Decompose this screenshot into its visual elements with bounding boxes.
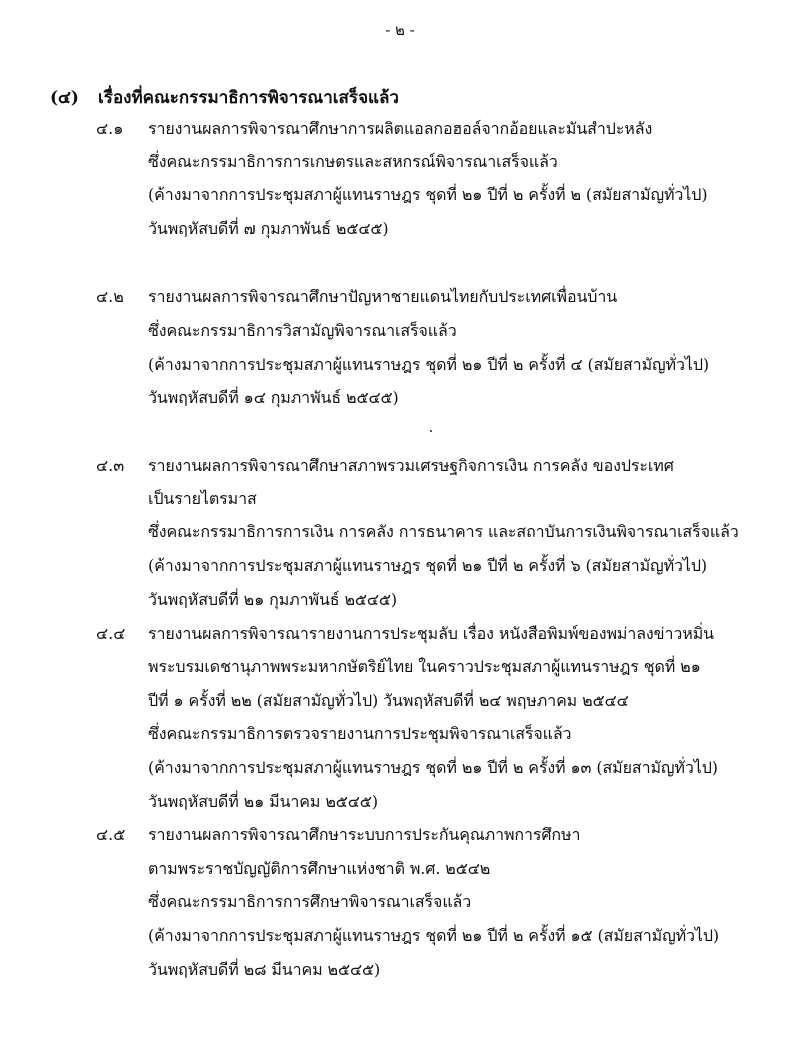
item-line: วันพฤหัสบดีที่ ๒๑ มีนาคม ๒๕๔๕) bbox=[148, 792, 378, 811]
item-number: ๔.๒ bbox=[96, 287, 124, 306]
item-line: (ค้างมาจากการประชุมสภาผู้แทนราษฎร ชุดที่ ๒๑ ปีที่ ๒ ครั้งที่ ๖ (สมัยสามัญทั่วไป) bbox=[148, 556, 708, 575]
section-number: (๔) bbox=[50, 88, 79, 108]
item-line: (ค้างมาจากการประชุมสภาผู้แทนราษฎร ชุดที่ ๒๑ ปีที่ ๒ ครั้งที่ ๔ (สมัยสามัญทั่วไป) bbox=[148, 355, 710, 374]
item-line: ซึ่งคณะกรรมาธิการการศึกษาพิจารณาเสร็จแล้ว bbox=[148, 892, 472, 911]
item-line: รายงานผลการพิจารณาศึกษาการผลิตแอลกอฮอล์จากอ้อยและมันสำปะหลัง bbox=[148, 119, 653, 138]
item-line: พระบรมเดชานุภาพพระมหากษัตริย์ไทย ในคราวประชุมสภาผู้แทนราษฎร ชุดที่ ๒๑ bbox=[148, 657, 701, 676]
item-line: วันพฤหัสบดีที่ ๑๔ กุมภาพันธ์ ๒๕๔๕) bbox=[148, 388, 399, 407]
page-number: - ๒ - bbox=[385, 21, 415, 39]
item-line: ซึ่งคณะกรรมาธิการวิสามัญพิจารณาเสร็จแล้ว bbox=[148, 321, 457, 340]
item-line: รายงานผลการพิจารณารายงานการประชุมลับ เรื่อง หนังสือพิมพ์ของพม่าลงข่าวหมิ่น bbox=[148, 624, 714, 643]
scan-speck bbox=[430, 430, 432, 432]
item-line: (ค้างมาจากการประชุมสภาผู้แทนราษฎร ชุดที่ ๒๑ ปีที่ ๒ ครั้งที่ ๒ (สมัยสามัญทั่วไป) bbox=[148, 185, 708, 204]
item-number: ๔.๔ bbox=[96, 624, 126, 643]
item-line: รายงานผลการพิจารณาศึกษาระบบการประกันคุณภาพการศึกษา bbox=[148, 825, 581, 844]
item-line: ปีที่ ๑ ครั้งที่ ๒๒ (สมัยสามัญทั่วไป) วันพฤหัสบดีที่ ๒๔ พฤษภาคม ๒๕๔๔ bbox=[148, 691, 629, 710]
item-line: เป็นรายไตรมาส bbox=[148, 489, 257, 508]
item-line: วันพฤหัสบดีที่ ๗ กุมภาพันธ์ ๒๕๔๕) bbox=[148, 219, 389, 238]
item-line: ซึ่งคณะกรรมาธิการการเกษตรและสหกรณ์พิจารณาเสร็จแล้ว bbox=[148, 152, 558, 171]
item-line: รายงานผลการพิจารณาศึกษาสภาพรวมเศรษฐกิจการเงิน การคลัง ของประเทศ bbox=[148, 456, 674, 475]
item-line: (ค้างมาจากการประชุมสภาผู้แทนราษฎร ชุดที่ ๒๑ ปีที่ ๒ ครั้งที่ ๑๕ (สมัยสามัญทั่วไป) bbox=[148, 926, 720, 945]
item-line: รายงานผลการพิจารณาศึกษาปัญหาชายแดนไทยกับประเทศเพื่อนบ้าน bbox=[148, 287, 618, 306]
item-line: ซึ่งคณะกรรมาธิการการเงิน การคลัง การธนาคาร และสถาบันการเงินพิจารณาเสร็จแล้ว bbox=[148, 522, 739, 541]
item-number: ๔.๓ bbox=[96, 456, 125, 475]
item-number: ๔.๑ bbox=[96, 119, 124, 138]
section-title: เรื่องที่คณะกรรมาธิการพิจารณาเสร็จแล้ว bbox=[98, 88, 399, 108]
item-line: วันพฤหัสบดีที่ ๒๑ กุมภาพันธ์ ๒๕๔๕) bbox=[148, 590, 398, 609]
item-number: ๔.๕ bbox=[96, 825, 126, 844]
item-line: ซึ่งคณะกรรมาธิการตรวจรายงานการประชุมพิจารณาเสร็จแล้ว bbox=[148, 724, 572, 743]
item-line: ตามพระราชบัญญัติการศึกษาแห่งชาติ พ.ศ. ๒๕๔๒ bbox=[148, 859, 491, 878]
section-heading bbox=[50, 84, 399, 111]
item-line: (ค้างมาจากการประชุมสภาผู้แทนราษฎร ชุดที่ ๒๑ ปีที่ ๒ ครั้งที่ ๑๓ (สมัยสามัญทั่วไป) bbox=[148, 758, 718, 777]
item-line: วันพฤหัสบดีที่ ๒๘ มีนาคม ๒๕๔๕) bbox=[148, 960, 381, 979]
